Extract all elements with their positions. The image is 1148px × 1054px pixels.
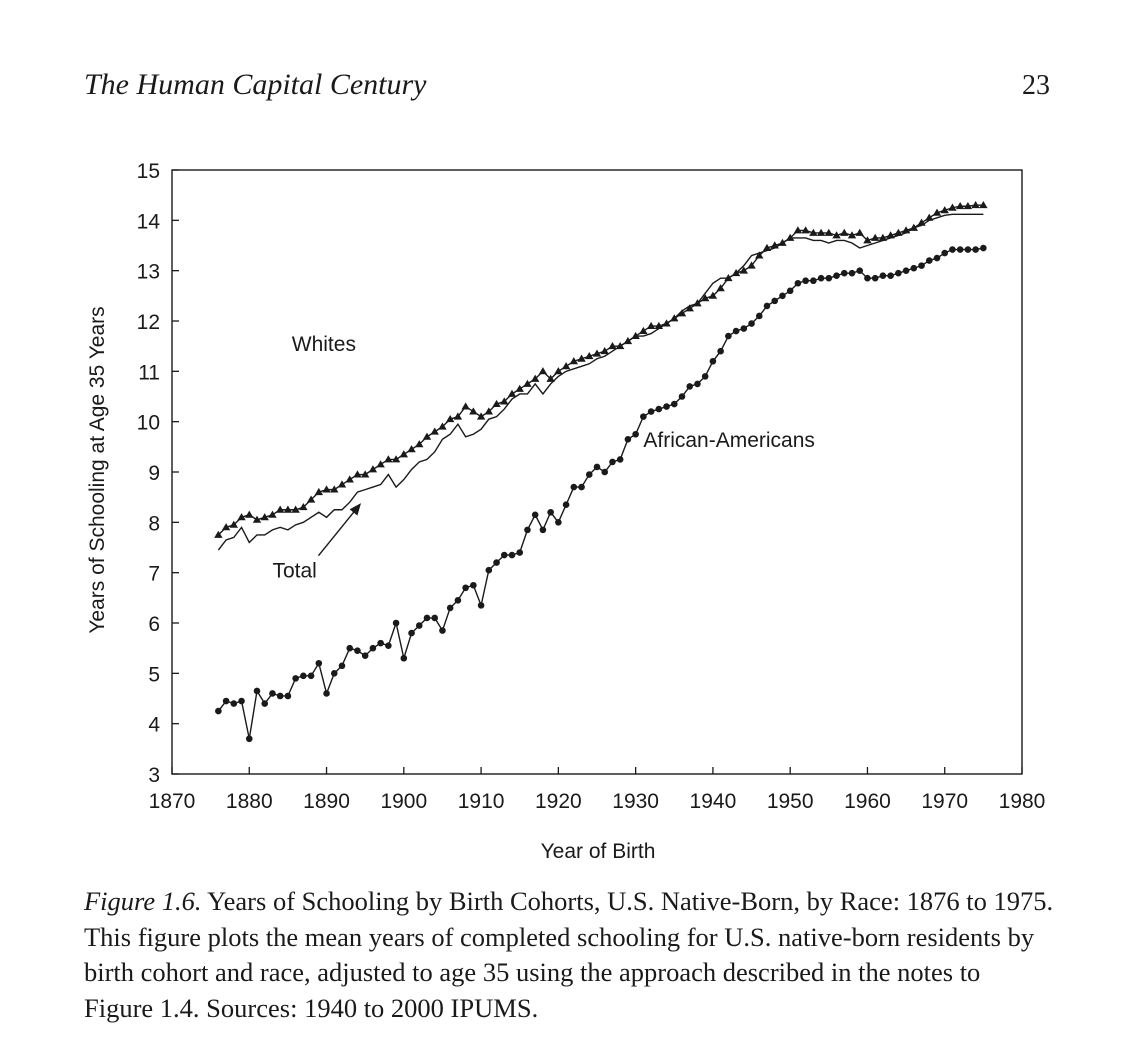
data-point-african-americans (431, 615, 438, 622)
data-point-african-americans (385, 642, 392, 649)
y-tick-label: 8 (148, 512, 160, 536)
data-point-african-americans (601, 469, 608, 476)
data-point-whites (245, 511, 253, 518)
data-point-whites (346, 475, 354, 482)
data-point-african-americans (872, 275, 879, 282)
y-tick-label: 10 (136, 411, 160, 435)
data-point-african-americans (346, 645, 353, 652)
y-tick-label: 4 (148, 713, 160, 737)
data-point-african-americans (362, 652, 369, 659)
data-point-african-americans (571, 484, 578, 491)
annotation-total: Total (272, 559, 317, 583)
data-point-african-americans (292, 675, 299, 682)
data-point-african-americans (246, 735, 253, 742)
data-point-african-americans (617, 456, 624, 463)
data-point-whites (523, 380, 531, 387)
data-point-whites (376, 460, 384, 467)
x-tick-label: 1900 (380, 790, 428, 813)
data-point-african-americans (926, 257, 933, 264)
data-point-african-americans (911, 265, 918, 272)
data-point-african-americans (671, 401, 678, 408)
data-point-african-americans (269, 690, 276, 697)
data-point-african-americans (972, 246, 979, 253)
data-point-african-americans (609, 459, 616, 466)
data-point-african-americans (501, 552, 508, 559)
data-point-whites (856, 229, 864, 236)
data-point-african-americans (748, 320, 755, 327)
data-point-african-americans (864, 275, 871, 282)
data-point-african-americans (316, 660, 323, 667)
data-point-whites (431, 428, 439, 435)
data-point-whites (461, 402, 469, 409)
data-point-african-americans (918, 262, 925, 269)
x-tick-label: 1980 (998, 790, 1046, 813)
y-tick-label: 15 (136, 160, 160, 183)
data-point-whites (400, 450, 408, 457)
data-point-african-americans (393, 620, 400, 627)
data-point-whites (554, 367, 562, 374)
data-point-african-americans (934, 255, 941, 262)
y-tick-label: 9 (148, 462, 160, 485)
series-line-african-americans (218, 248, 983, 739)
series-line-total (218, 214, 983, 550)
data-point-african-americans (540, 527, 547, 534)
x-tick-label: 1960 (844, 790, 891, 813)
data-point-african-americans (841, 270, 848, 277)
data-point-african-americans (586, 471, 593, 478)
data-point-african-americans (764, 303, 771, 310)
data-point-whites (268, 511, 276, 518)
y-axis-label: Years of Schooling at Age 35 Years (86, 306, 109, 634)
data-point-african-americans (416, 622, 423, 629)
data-point-african-americans (555, 519, 562, 526)
y-tick-label: 7 (148, 562, 160, 586)
data-point-african-americans (957, 246, 964, 253)
data-point-african-americans (625, 436, 632, 443)
data-point-african-americans (880, 272, 887, 279)
data-point-african-americans (509, 552, 516, 559)
data-point-african-americans (849, 270, 856, 277)
data-point-whites (562, 362, 570, 369)
figure-label: Figure 1.6. (84, 886, 202, 916)
data-point-african-americans (771, 298, 778, 305)
annotation-whites: Whites (291, 333, 356, 357)
figure-caption (84, 884, 1056, 1026)
data-point-whites (338, 480, 346, 487)
data-point-african-americans (733, 328, 740, 335)
data-point-whites (469, 407, 477, 414)
series-layer (214, 201, 987, 742)
annotation-arrow (318, 505, 359, 556)
data-point-african-americans (285, 693, 292, 700)
data-point-african-americans (818, 275, 825, 282)
data-point-african-americans (741, 325, 748, 332)
data-point-african-americans (787, 288, 794, 295)
page-number: 23 (1022, 70, 1050, 101)
x-tick-label: 1950 (766, 790, 814, 813)
data-point-african-americans (679, 393, 686, 400)
y-tick-label: 11 (138, 361, 160, 385)
data-point-african-americans (702, 373, 709, 380)
data-point-african-americans (470, 582, 477, 589)
data-point-african-americans (439, 627, 446, 634)
data-point-whites (516, 385, 524, 392)
x-tick-label: 1880 (225, 790, 273, 813)
data-point-african-americans (779, 293, 786, 300)
data-point-african-americans (261, 700, 268, 707)
data-point-african-americans (493, 559, 500, 566)
data-point-african-americans (339, 662, 346, 669)
data-point-african-americans (941, 250, 948, 257)
data-point-african-americans (578, 484, 585, 491)
data-point-african-americans (632, 431, 639, 438)
data-point-african-americans (887, 272, 894, 279)
data-point-african-americans (455, 597, 462, 604)
data-point-african-americans (756, 313, 763, 320)
data-point-african-americans (826, 275, 833, 282)
data-point-african-americans (478, 602, 485, 609)
data-point-african-americans (656, 406, 663, 413)
data-point-african-americans (810, 277, 817, 284)
running-title: The Human Capital Century (84, 68, 427, 101)
x-tick-label: 1910 (457, 790, 505, 813)
data-point-whites (407, 445, 415, 452)
data-point-african-americans (547, 509, 554, 516)
data-point-whites (639, 327, 647, 334)
data-point-african-americans (254, 688, 261, 695)
data-point-african-americans (965, 246, 972, 253)
data-point-african-americans (323, 690, 330, 697)
data-point-whites (423, 433, 431, 440)
data-point-african-americans (354, 647, 361, 654)
x-axis-label: Year of Birth (540, 840, 656, 863)
data-point-african-americans (648, 408, 655, 415)
data-point-african-americans (833, 272, 840, 279)
data-point-african-americans (725, 333, 732, 340)
data-point-african-americans (949, 246, 956, 253)
x-tick-label: 1920 (535, 790, 582, 813)
data-point-african-americans (331, 670, 338, 677)
data-point-african-americans (238, 698, 245, 705)
data-point-african-americans (710, 358, 717, 365)
data-point-african-americans (594, 464, 601, 471)
data-point-african-americans (308, 673, 315, 680)
data-point-african-americans (663, 403, 670, 410)
y-tick-label: 5 (148, 663, 160, 687)
y-tick-label: 12 (136, 311, 160, 334)
data-point-african-americans (795, 280, 802, 287)
data-point-african-americans (694, 381, 701, 388)
data-point-african-americans (717, 348, 724, 355)
data-point-african-americans (856, 267, 863, 274)
y-tick-label: 6 (148, 613, 160, 636)
plot-frame (172, 170, 1022, 774)
data-point-african-americans (370, 645, 377, 652)
y-tick-label: 3 (148, 764, 160, 787)
figure-caption-text: Years of Schooling by Birth Cohorts, U.S. Native-Born, by Race: 1876 to 1975. This figure plots the mean years of completed schooling for U.S. native-born residents by birth cohort and race, adjusted to age 35 using the approach described in the notes to Figure 1.4. Sources: 1940 to 2000 IPUMS. (84, 886, 1054, 1023)
data-point-african-americans (300, 673, 307, 680)
data-point-african-americans (447, 605, 454, 612)
data-point-african-americans (802, 277, 809, 284)
data-point-african-americans (980, 245, 987, 252)
data-point-african-americans (486, 567, 493, 574)
data-point-african-americans (462, 584, 469, 591)
series-line-whites (218, 205, 983, 535)
data-point-african-americans (903, 267, 910, 274)
data-point-african-americans (640, 413, 647, 420)
data-point-african-americans (377, 640, 384, 647)
data-point-african-americans (532, 511, 539, 518)
y-tick-label: 14 (136, 210, 160, 234)
data-point-african-americans (401, 655, 408, 662)
data-point-whites (508, 390, 516, 397)
data-point-african-americans (277, 693, 284, 700)
data-point-whites (840, 229, 848, 236)
data-point-african-americans (516, 549, 523, 556)
y-tick-label: 13 (136, 260, 160, 284)
data-point-whites (539, 367, 547, 374)
annotation-african-americans: African-Americans (643, 428, 815, 452)
x-tick-label: 1870 (148, 790, 196, 813)
data-point-whites (601, 347, 609, 354)
x-tick-label: 1890 (303, 790, 350, 813)
data-point-african-americans (215, 708, 222, 715)
data-point-african-americans (223, 698, 230, 705)
data-point-whites (369, 465, 377, 472)
data-point-african-americans (524, 527, 531, 534)
x-tick-label: 1970 (921, 790, 969, 813)
data-point-whites (477, 412, 485, 419)
data-point-african-americans (408, 630, 415, 637)
data-point-african-americans (563, 501, 570, 508)
x-tick-label: 1940 (689, 790, 737, 813)
data-point-african-americans (424, 615, 431, 622)
data-point-african-americans (686, 383, 693, 390)
data-point-african-americans (895, 270, 902, 277)
data-point-african-americans (231, 700, 238, 707)
x-tick-label: 1930 (612, 790, 659, 813)
